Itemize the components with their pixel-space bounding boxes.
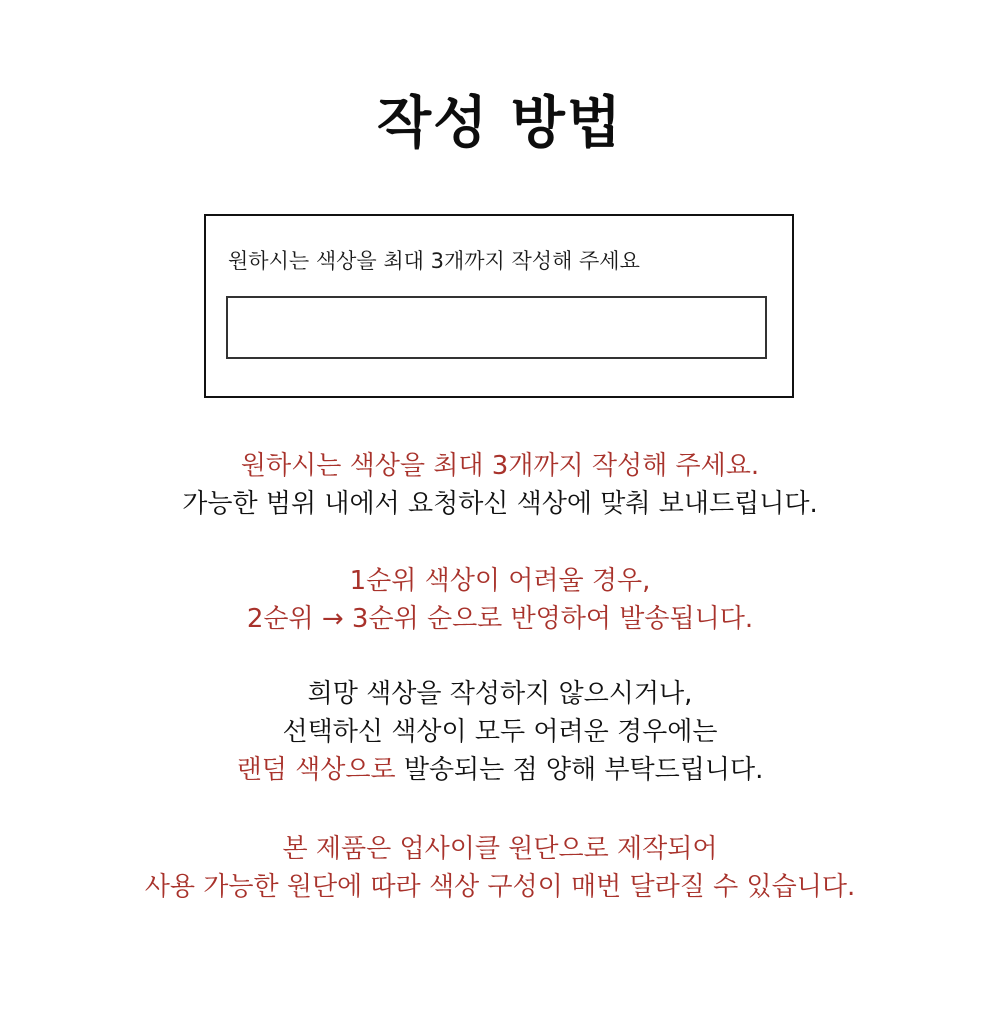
color-request-label: 원하시는 색상을 최대 3개까지 작성해 주세요 bbox=[228, 249, 640, 273]
notice-line: 가능한 범위 내에서 요청하신 색상에 맞춰 보내드립니다. bbox=[182, 489, 818, 519]
notice-line bbox=[0, 751, 1000, 789]
notice-line: 2순위 → 3순위 순으로 반영하여 발송됩니다. bbox=[246, 604, 754, 634]
random-color-highlight: 랜덤 색상으로 bbox=[236, 755, 396, 785]
notice-priority-info bbox=[0, 562, 1000, 638]
color-request-form bbox=[204, 214, 794, 398]
notice-request-info bbox=[0, 447, 1000, 523]
notice-line: 원하시는 색상을 최대 3개까지 작성해 주세요. bbox=[240, 451, 760, 481]
color-request-input[interactable] bbox=[226, 296, 767, 359]
notice-random-info bbox=[0, 675, 1000, 789]
notice-line: 1순위 색상이 어려울 경우, bbox=[349, 566, 651, 596]
notice-line: 희망 색상을 작성하지 않으시거나, bbox=[307, 679, 693, 709]
notice-line: 사용 가능한 원단에 따라 색상 구성이 매번 달라질 수 있습니다. bbox=[144, 872, 856, 902]
notice-upcycle-info bbox=[0, 830, 1000, 906]
page-title: 작성 방법 bbox=[377, 91, 623, 156]
notice-line-rest: 발송되는 점 양해 부탁드립니다. bbox=[395, 755, 764, 785]
notice-line: 선택하신 색상이 모두 어려운 경우에는 bbox=[282, 717, 718, 747]
notice-line: 본 제품은 업사이클 원단으로 제작되어 bbox=[282, 834, 718, 864]
